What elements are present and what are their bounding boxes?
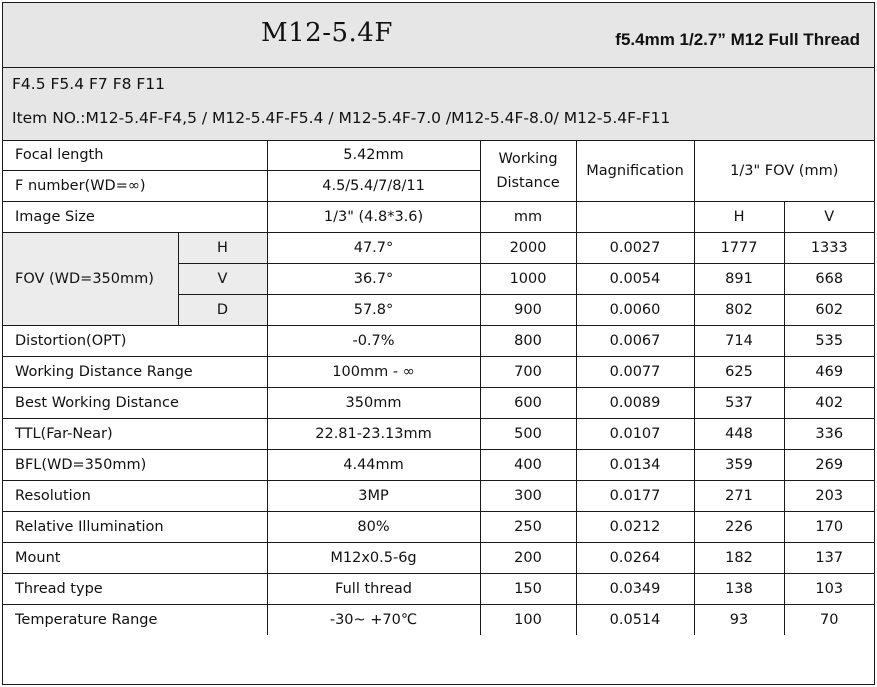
fov-v-mm: 1333 [784,233,874,264]
fov-v-mm: 668 [784,264,874,295]
f-number-list: F4.5 F5.4 F7 F8 F11 [12,75,166,93]
wd-value: 600 [480,388,576,419]
item-number: Item NO.:M12-5.4F-F4,5 / M12-5.4F-F5.4 / M12-5.4F-7.0 /M12-5.4F-8.0/ M12-5.4F-F11 [12,109,671,127]
fov-v-mm: 203 [784,481,874,512]
fov-v-label: V [178,264,267,295]
fov-h-mm: 625 [694,357,784,388]
temperature-value: -30~ +70℃ [267,605,480,636]
row-temperature [3,605,874,636]
model-title: M12-5.4F [261,18,393,48]
row-focal-length [3,140,874,171]
best-wd-value: 350mm [267,388,480,419]
row-image-size [3,202,874,233]
fov-h-mm: 226 [694,512,784,543]
image-size-label: Image Size [3,202,267,233]
fov-h-mm: 714 [694,326,784,357]
focal-length-label: Focal length [3,140,267,171]
wd-value: 900 [480,295,576,326]
f-number-label: F number(WD=∞) [3,171,267,202]
fov-label: FOV (WD=350mm) [3,233,178,326]
mag-value: 0.0349 [576,574,694,605]
row-thread [3,574,874,605]
fov-h-mm: 271 [694,481,784,512]
wd-value: 250 [480,512,576,543]
bfl-value: 4.44mm [267,450,480,481]
row-ttl [3,419,874,450]
fov-v-mm: 402 [784,388,874,419]
wd-range-label: Working Distance Range [3,357,267,388]
ttl-label: TTL(Far-Near) [3,419,267,450]
mag-value: 0.0060 [576,295,694,326]
spec-sheet [2,2,875,685]
wd-value: 200 [480,543,576,574]
row-best-wd [3,388,874,419]
working-distance-header: Working Distance [480,140,576,202]
mag-value: 0.0134 [576,450,694,481]
fov-v-mm: 170 [784,512,874,543]
mag-value: 0.0089 [576,388,694,419]
fov-header: 1/3" FOV (mm) [694,140,874,202]
fov-h-mm: 182 [694,543,784,574]
unit-label: mm [480,202,576,233]
fov-h-mm: 891 [694,264,784,295]
fov-v-mm: 336 [784,419,874,450]
fov-h-mm: 448 [694,419,784,450]
magnification-unit-blank [576,202,694,233]
wd-value: 1000 [480,264,576,295]
fov-h-mm: 802 [694,295,784,326]
wd-value: 400 [480,450,576,481]
row-wd-range [3,357,874,388]
focal-length-value: 5.42mm [267,140,480,171]
bfl-label: BFL(WD=350mm) [3,450,267,481]
fov-h-mm: 359 [694,450,784,481]
mag-value: 0.0107 [576,419,694,450]
mag-value: 0.0264 [576,543,694,574]
mount-value: M12x0.5-6g [267,543,480,574]
mag-value: 0.0514 [576,605,694,636]
row-mount [3,543,874,574]
wd-value: 2000 [480,233,576,264]
fov-d-label: D [178,295,267,326]
image-size-value: 1/3" (4.8*3.6) [267,202,480,233]
wd-value: 300 [480,481,576,512]
fov-h-mm: 537 [694,388,784,419]
fov-v-value: 36.7° [267,264,480,295]
fov-v-mm: 269 [784,450,874,481]
mag-value: 0.0212 [576,512,694,543]
best-wd-label: Best Working Distance [3,388,267,419]
fov-v-header: V [784,202,874,233]
row-distortion [3,326,874,357]
mag-value: 0.0067 [576,326,694,357]
wd-value: 150 [480,574,576,605]
fov-h-value: 47.7° [267,233,480,264]
fov-v-mm: 469 [784,357,874,388]
thread-value: Full thread [267,574,480,605]
fov-h-mm: 138 [694,574,784,605]
spec-table [3,140,874,635]
fov-h-header: H [694,202,784,233]
wd-range-value: 100mm - ∞ [267,357,480,388]
distortion-value: -0.7% [267,326,480,357]
resolution-label: Resolution [3,481,267,512]
row-fov-h [3,233,874,264]
wd-value: 700 [480,357,576,388]
wd-value: 100 [480,605,576,636]
fov-h-mm: 1777 [694,233,784,264]
fov-h-label: H [178,233,267,264]
row-resolution [3,481,874,512]
mag-value: 0.0054 [576,264,694,295]
fov-v-mm: 70 [784,605,874,636]
f-number-value: 4.5/5.4/7/8/11 [267,171,480,202]
illumination-label: Relative Illumination [3,512,267,543]
distortion-label: Distortion(OPT) [3,326,267,357]
mag-value: 0.0077 [576,357,694,388]
fov-v-mm: 137 [784,543,874,574]
title-bar [3,3,874,68]
magnification-header: Magnification [576,140,694,202]
fov-v-mm: 535 [784,326,874,357]
fov-v-mm: 602 [784,295,874,326]
row-bfl [3,450,874,481]
fov-h-mm: 93 [694,605,784,636]
info-bar [3,68,874,141]
wd-value: 800 [480,326,576,357]
mag-value: 0.0027 [576,233,694,264]
mag-value: 0.0177 [576,481,694,512]
model-subtitle: f5.4mm 1/2.7” M12 Full Thread [615,30,860,49]
thread-label: Thread type [3,574,267,605]
temperature-label: Temperature Range [3,605,267,636]
fov-v-mm: 103 [784,574,874,605]
fov-d-value: 57.8° [267,295,480,326]
wd-value: 500 [480,419,576,450]
resolution-value: 3MP [267,481,480,512]
ttl-value: 22.81-23.13mm [267,419,480,450]
row-illumination [3,512,874,543]
illumination-value: 80% [267,512,480,543]
mount-label: Mount [3,543,267,574]
